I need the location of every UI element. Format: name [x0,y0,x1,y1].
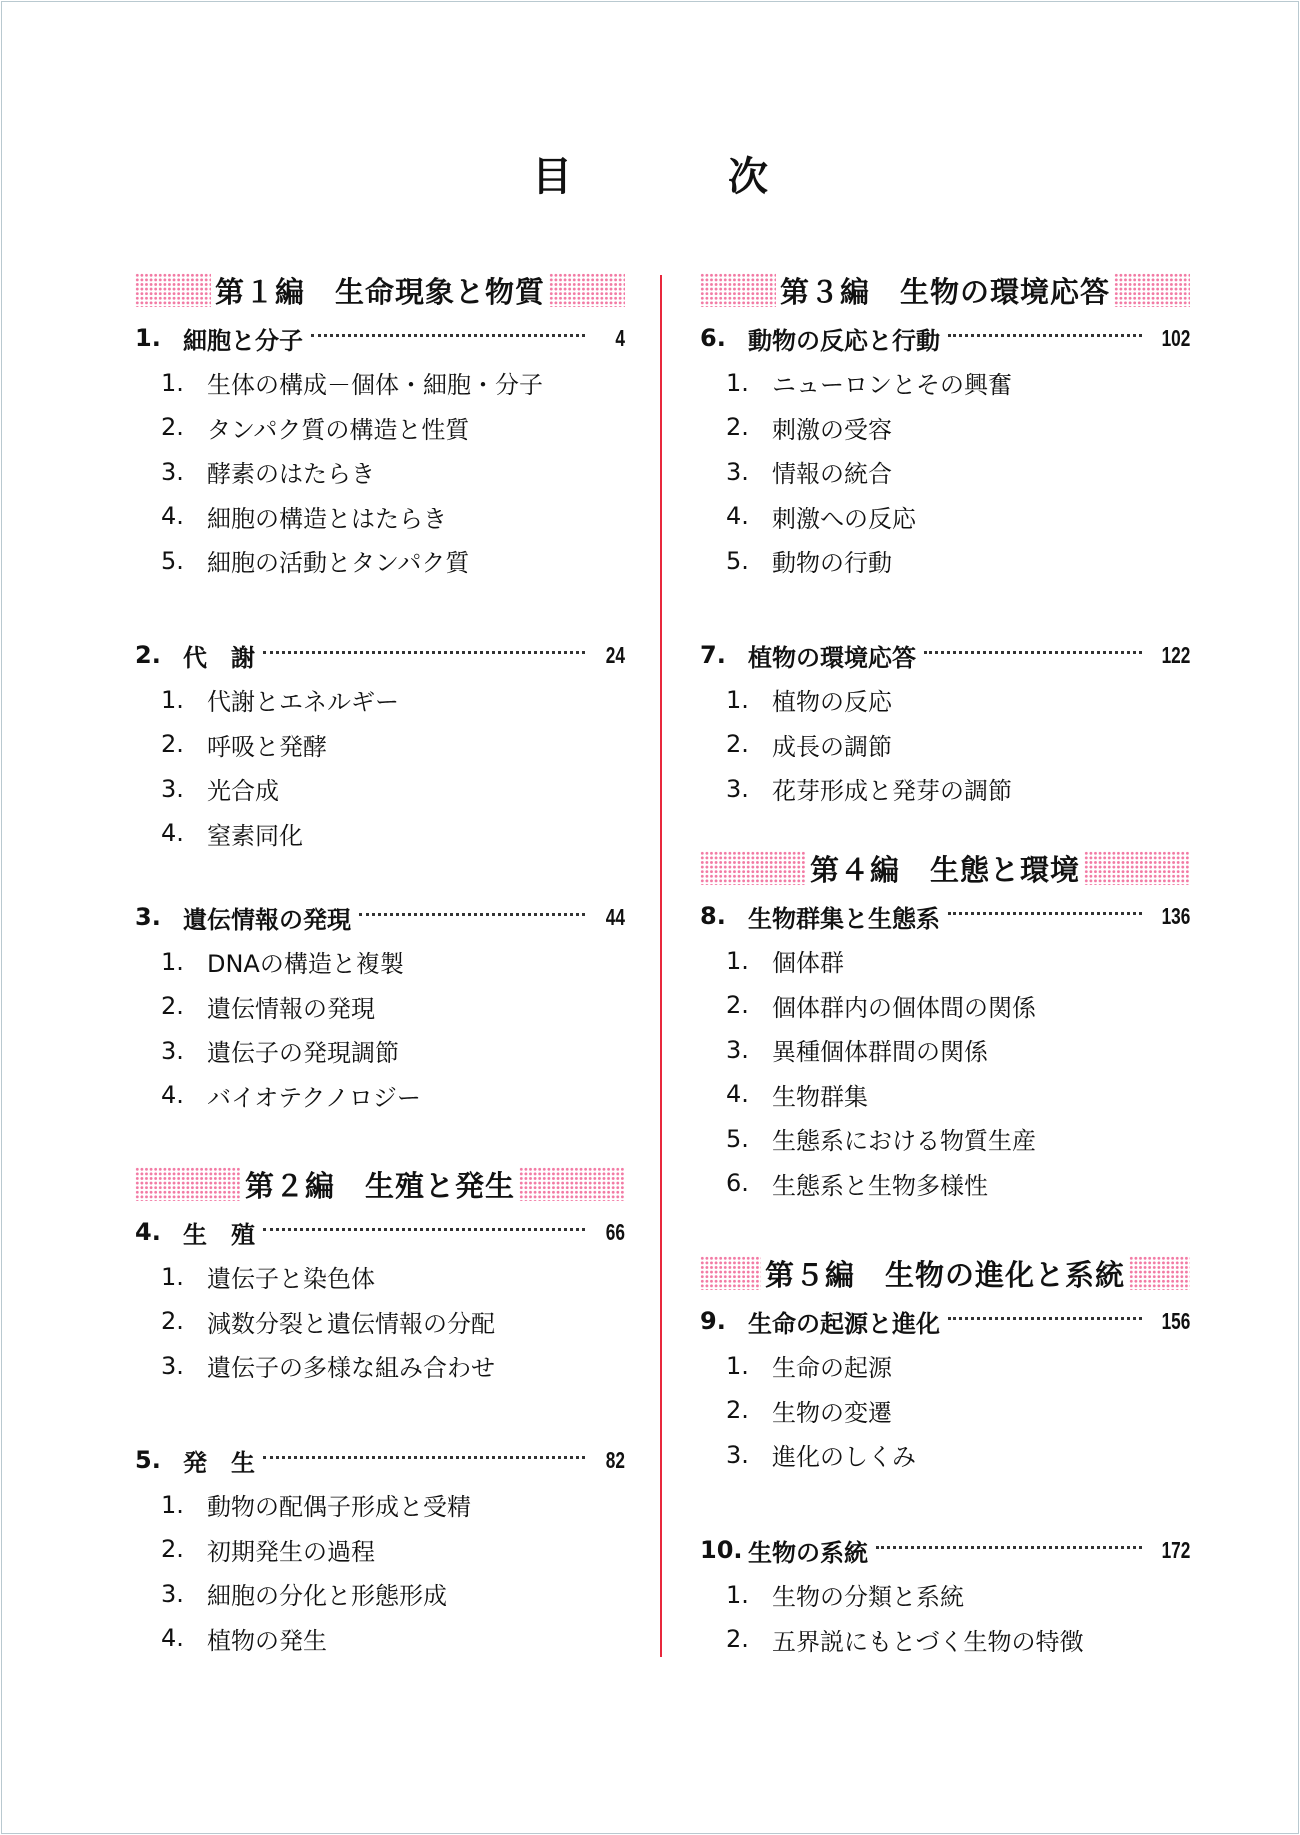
section-number: 3. [161,1579,184,1608]
section-entry[interactable] [700,1028,1190,1073]
section-title: DNAの構造と複製 [207,950,404,979]
dot-leader [311,334,585,337]
section-number: 5. [726,546,749,575]
section-entry[interactable] [135,1344,625,1389]
section-title: ニューロンとその興奮 [772,371,1012,400]
section-number: 3. [161,457,184,486]
dot-pattern [519,1167,625,1201]
chapter-number: 4. [135,1218,161,1247]
section-number: 4. [726,1080,749,1109]
part-heading [135,272,625,308]
section-number: 2. [726,1625,749,1654]
title-char: 次 [728,154,768,200]
page-number: 102 [1161,324,1190,351]
section-entry[interactable] [700,361,1190,406]
section-entry[interactable] [135,1483,625,1528]
section-title: 初期発生の過程 [207,1537,375,1566]
toc-section [700,272,1190,583]
section-title: 生物群集 [772,1082,868,1111]
dot-pattern [700,273,776,307]
chapter-entry[interactable] [135,895,625,940]
section-title: 生物の変遷 [772,1398,892,1427]
section-entry[interactable] [700,1388,1190,1433]
section-number: 3. [161,1351,184,1380]
chapter-number: 6. [700,324,726,353]
chapter-number: 1. [135,324,161,353]
page-number: 66 [605,1218,625,1245]
section-title: 遺伝情報の発現 [207,994,375,1023]
section-entry[interactable] [135,722,625,767]
section-title: 動物の配偶子形成と受精 [207,1493,471,1522]
dot-pattern [700,1256,761,1290]
section-number: 1. [161,685,184,714]
dot-leader [876,1546,1142,1549]
section-title: 情報の統合 [772,460,892,489]
chapter-title: 遺伝情報の発現 [183,905,351,934]
part-heading [700,1255,1190,1291]
section-title: 細胞の分化と形態形成 [207,1582,447,1611]
dot-leader [948,912,1142,915]
chapter-number: 7. [700,641,726,670]
section-number: 1. [161,947,184,976]
section-entry[interactable] [135,494,625,539]
section-title: 生物の分類と系統 [772,1583,964,1612]
section-entry[interactable] [700,767,1190,812]
chapter-title: 発 生 [183,1448,255,1477]
title-char: 目 [532,154,572,200]
section-number: 2. [161,992,184,1021]
section-title: 遺伝子の発現調節 [207,1039,399,1068]
section-entry[interactable] [135,678,625,723]
section-title: 植物の反応 [772,688,892,717]
section-entry[interactable] [700,1117,1190,1162]
section-number: 4. [161,1624,184,1653]
section-number: 2. [726,991,749,1020]
page-number: 136 [1161,902,1190,929]
section-number: 1. [726,1580,749,1609]
dot-leader [948,334,1142,337]
section-title: 五界説にもとづく生物の特徴 [772,1627,1084,1656]
part-heading [135,1166,625,1202]
page-number: 122 [1161,641,1190,668]
section-entry[interactable] [135,1073,625,1118]
section-number: 1. [726,368,749,397]
part-title: 第１編 生命現象と物質 [215,274,546,309]
section-title: タンパク質の構造と性質 [207,415,470,444]
page-number: 4 [615,324,625,351]
chapter-entry[interactable] [700,894,1190,939]
section-entry[interactable] [135,1527,625,1572]
section-number: 2. [726,413,749,442]
column-divider [660,275,662,1657]
page-number: 44 [605,903,625,930]
dot-pattern [135,1167,241,1201]
chapter-entry[interactable] [700,316,1190,361]
section-entry[interactable] [135,1616,625,1661]
section-number: 4. [726,502,749,531]
dot-leader [359,913,585,916]
toc-section [700,850,1190,1206]
dot-pattern [1084,851,1190,885]
toc-section [135,1438,625,1661]
chapter-number: 3. [135,903,161,932]
toc-section [135,1166,625,1388]
section-number: 3. [726,457,749,486]
part-title: 第５編 生物の進化と系統 [765,1257,1126,1292]
section-title: 光合成 [207,777,279,806]
chapter-entry[interactable] [700,1299,1190,1344]
section-title: 減数分裂と遺伝情報の分配 [207,1309,495,1338]
dot-pattern [1129,1256,1190,1290]
section-title: 刺激の受容 [772,415,892,444]
section-number: 1. [726,1351,749,1380]
section-title: 呼吸と発酵 [207,732,327,761]
part-heading [700,850,1190,886]
section-title: 生態系における物質生産 [772,1127,1036,1156]
section-entry[interactable] [700,1344,1190,1389]
section-number: 5. [161,546,184,575]
toc-section [700,1528,1190,1662]
section-entry[interactable] [700,494,1190,539]
section-entry[interactable] [700,1573,1190,1618]
page-number: 24 [605,641,625,668]
dot-leader [924,651,1142,654]
section-entry[interactable] [135,811,625,856]
part-title: 第４編 生態と環境 [810,852,1081,887]
section-entry[interactable] [135,1255,625,1300]
section-entry[interactable] [135,1299,625,1344]
section-number: 6. [726,1169,749,1198]
section-entry[interactable] [700,1072,1190,1117]
dot-pattern [700,851,806,885]
toc-section [135,272,625,583]
section-number: 2. [161,413,184,442]
section-entry[interactable] [700,678,1190,723]
section-number: 4. [161,819,184,848]
section-number: 1. [726,685,749,714]
section-number: 3. [161,1036,184,1065]
section-entry[interactable] [700,722,1190,767]
part-title: 第２編 生殖と発生 [245,1168,516,1203]
page-number: 172 [1161,1536,1190,1563]
section-title: バイオテクノロジー [207,1083,421,1112]
chapter-title: 生物群集と生態系 [748,904,940,933]
chapter-number: 2. [135,641,161,670]
section-title: 個体群内の個体間の関係 [772,993,1036,1022]
part-heading [700,272,1190,308]
dot-leader [263,651,585,654]
section-entry[interactable] [700,450,1190,495]
section-entry[interactable] [700,939,1190,984]
section-number: 2. [161,1307,184,1336]
chapter-entry[interactable] [135,633,625,678]
dot-leader [263,1456,585,1459]
toc-section [700,1255,1190,1477]
chapter-entry[interactable] [700,1528,1190,1573]
section-title: 代謝とエネルギー [207,688,399,717]
section-entry[interactable] [135,767,625,812]
section-number: 1. [726,946,749,975]
toc-section [700,633,1190,811]
page-title [0,145,1300,202]
chapter-number: 8. [700,902,726,931]
section-number: 3. [726,1035,749,1064]
section-entry[interactable] [135,1572,625,1617]
section-entry[interactable] [135,450,625,495]
chapter-entry[interactable] [135,1438,625,1483]
section-title: 細胞の活動とタンパク質 [207,549,470,578]
section-number: 2. [161,1535,184,1564]
section-title: 生態系と生物多様性 [772,1171,988,1200]
section-title: 遺伝子と染色体 [207,1265,375,1294]
section-title: 遺伝子の多様な組み合わせ [207,1354,495,1383]
section-entry[interactable] [700,539,1190,584]
toc-section [135,633,625,856]
section-title: 花芽形成と発芽の調節 [772,777,1012,806]
section-title: 植物の発生 [207,1626,327,1655]
section-entry[interactable] [135,940,625,985]
dot-pattern [1114,273,1190,307]
section-title: 進化のしくみ [772,1443,916,1472]
section-number: 3. [726,774,749,803]
section-entry[interactable] [135,361,625,406]
chapter-title: 生命の起源と進化 [748,1309,940,1338]
section-number: 1. [161,1490,184,1519]
section-entry[interactable] [700,983,1190,1028]
chapter-title: 生物の系統 [748,1538,868,1567]
chapter-title: 植物の環境応答 [748,643,916,672]
section-number: 2. [726,1396,749,1425]
dot-pattern [549,273,625,307]
section-number: 1. [161,368,184,397]
chapter-number: 5. [135,1446,161,1475]
section-title: 成長の調節 [772,732,892,761]
dot-pattern [135,273,211,307]
section-number: 2. [726,730,749,759]
section-entry[interactable] [700,1161,1190,1206]
section-number: 4. [161,502,184,531]
section-number: 3. [726,1440,749,1469]
section-entry[interactable] [135,405,625,450]
dot-leader [948,1317,1142,1320]
section-number: 1. [161,1262,184,1291]
toc-section [135,895,625,1118]
chapter-number: 10. [700,1536,743,1565]
chapter-entry[interactable] [135,316,625,361]
section-number: 5. [726,1124,749,1153]
chapter-title: 代 謝 [183,643,255,672]
section-entry[interactable] [135,539,625,584]
section-title: 酵素のはたらき [207,460,375,489]
page-number: 82 [605,1446,625,1473]
section-title: 生体の構成－個体・細胞・分子 [207,371,543,400]
page-number: 156 [1161,1307,1190,1334]
section-number: 3. [161,774,184,803]
chapter-title: 生 殖 [183,1220,255,1249]
part-title: 第３編 生物の環境応答 [780,274,1111,309]
section-title: 動物の行動 [772,549,892,578]
section-title: 窒素同化 [207,821,303,850]
chapter-title: 動物の反応と行動 [748,326,940,355]
chapter-entry[interactable] [700,633,1190,678]
section-entry[interactable] [135,1029,625,1074]
section-title: 個体群 [772,949,844,978]
section-entry[interactable] [700,405,1190,450]
section-title: 生命の起源 [772,1354,892,1383]
chapter-title: 細胞と分子 [183,326,303,355]
section-entry[interactable] [700,1433,1190,1478]
section-title: 異種個体群間の関係 [772,1038,988,1067]
section-title: 細胞の構造とはたらき [207,504,447,533]
chapter-number: 9. [700,1307,726,1336]
section-entry[interactable] [135,984,625,1029]
section-entry[interactable] [700,1617,1190,1662]
section-number: 2. [161,730,184,759]
dot-leader [263,1228,585,1231]
chapter-entry[interactable] [135,1210,625,1255]
section-number: 4. [161,1081,184,1110]
section-title: 刺激への反応 [772,504,916,533]
